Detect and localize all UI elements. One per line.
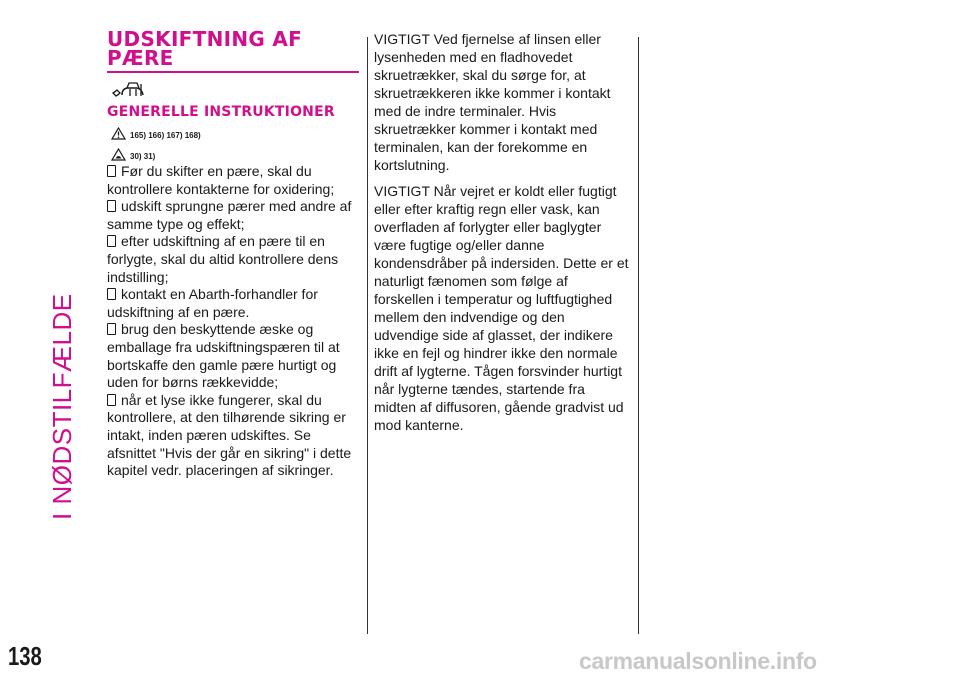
checkbox-bullet-icon — [107, 235, 116, 247]
list-item: kontakt en Abarth-forhandler for udskiftning af en pære. — [107, 286, 318, 320]
watermark-url: carmanualsonline.info — [579, 648, 817, 674]
checkbox-bullet-icon — [107, 165, 116, 177]
chapter-side-title: I NØDSTILFÆLDE — [47, 293, 77, 520]
note-reference-numbers: 30) 31) — [130, 152, 156, 161]
list-item: når et lyse ikke fungerer, skal du kontrollere, at den tilhørende sikring er intakt, inden pæren udskiftes. Se afsnittet "Hvis der går en sikring" i dette kapitel vedr. placeringen af sikringer. — [107, 391, 352, 479]
left-column — [107, 27, 359, 480]
important-note-lens: VIGTIGT Ved fjernelse af linsen eller lysenheden med en fladhovedet skruetrækker, skal du sørge for, at skruetrækkeren ikke kommer i kontakt med de indre terminaler. Hvis skruetrækker kommer i kontakt med terminalen, kan der forekomme en kortslutning. — [374, 31, 611, 173]
checkbox-bullet-icon — [107, 323, 116, 335]
warning-reference-numbers: 165) 166) 167) 168) — [130, 131, 201, 140]
right-column — [374, 30, 630, 442]
list-item: brug den beskyttende æske og emballage fra udskiftningspæren til at bortskaffe den gamle pære hurtigt og uden for børns rækkevidde; — [107, 321, 340, 391]
checkbox-bullet-icon — [107, 200, 116, 212]
checkbox-bullet-icon — [107, 288, 116, 300]
note-reference — [111, 148, 359, 161]
page-number: 138 — [8, 641, 42, 671]
column-divider-right — [638, 37, 639, 634]
list-item: Før du skifter en pære, skal du kontrollere kontakterne for oxidering; — [107, 163, 335, 197]
list-item: efter udskiftning af en pære til en forlygte, skal du altid kontrollere dens indstilling; — [107, 233, 339, 285]
instruction-list — [107, 163, 359, 480]
environment-warning-icon — [111, 148, 126, 161]
heading-rule — [107, 71, 359, 73]
checkbox-bullet-icon — [107, 394, 116, 406]
car-service-icon — [110, 81, 150, 99]
column-divider — [367, 37, 368, 634]
warning-reference — [111, 127, 359, 140]
subsection-heading: GENERELLE INSTRUKTIONER — [107, 104, 335, 120]
warning-triangle-icon — [111, 127, 126, 140]
important-note-condensation: VIGTIGT Når vejret er koldt eller fugtigt eller efter kraftig regn eller vask, kan overfladen af forlygter eller baglygter være fugtige og/eller danne kondensdråber på indersiden. Dette er et naturligt fænomen som følge af forskellen i temperatur og luftfugtighed mellem den indvendige og den udvendige side af glasset, der indikere ikke en fejl og hindrer ikke den normale drift af lygterne. Tågen forsvinder hurtigt når lygterne tændes, startende fra midten af diffusoren, gående gradvist ud mod kanterne. — [374, 183, 629, 433]
section-heading: UDSKIFTNING AF PÆRE — [107, 27, 303, 70]
list-item: udskift sprungne pærer med andre af samme type og effekt; — [107, 198, 352, 232]
